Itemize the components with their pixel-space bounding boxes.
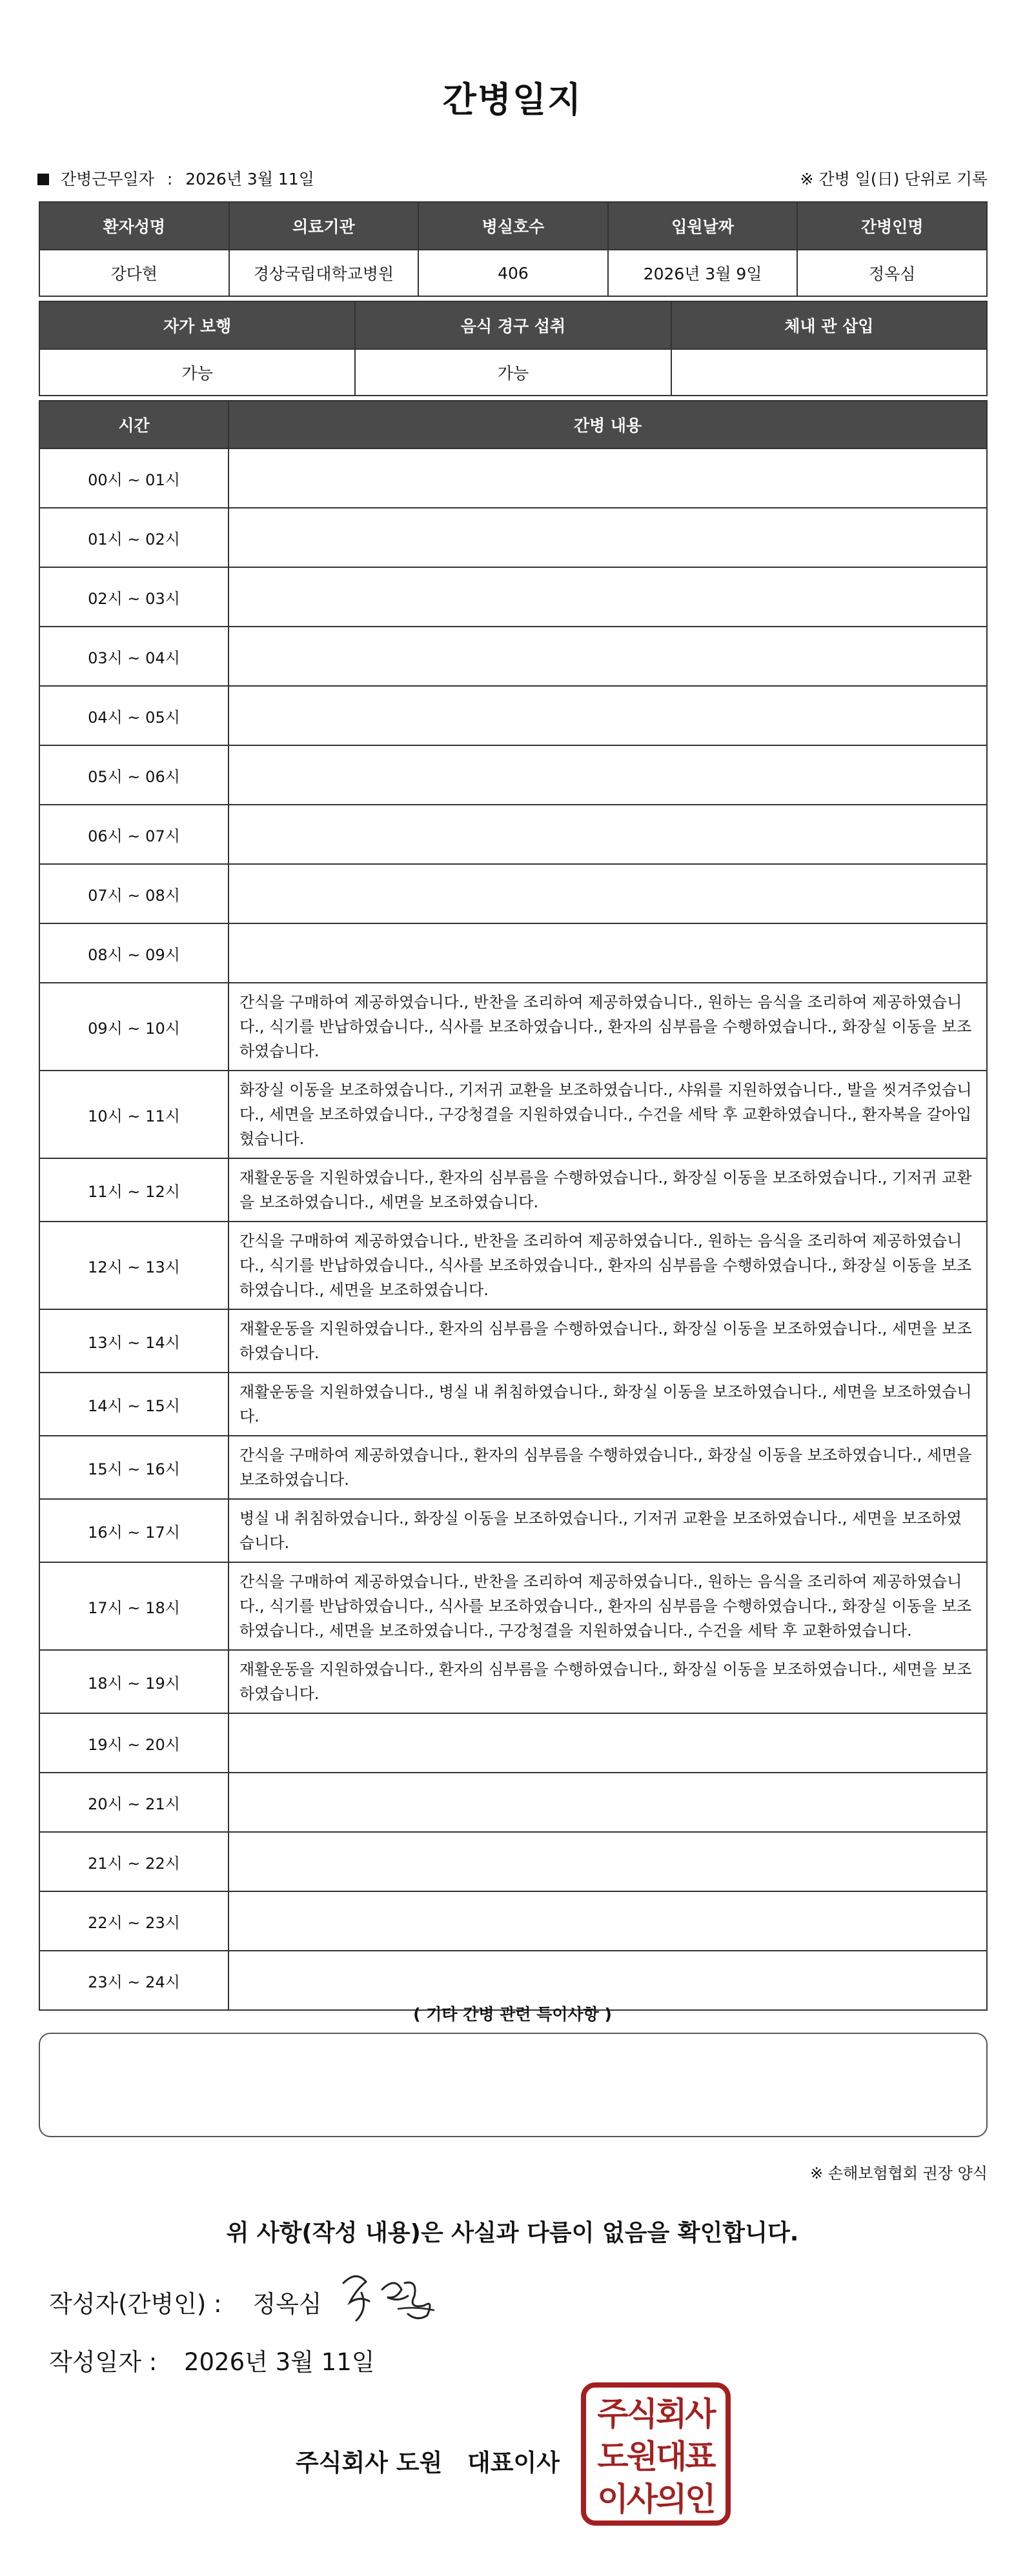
care-row-content: 재활운동을 지원하였습니다., 병실 내 취침하였습니다., 화장실 이동을 보조하였습니다., 세면을 보조하였습니다. [228, 1373, 987, 1436]
handwritten-signature [337, 2264, 447, 2328]
writer-label: 작성자(간병인) : [49, 2290, 222, 2318]
work-date-value: 2026년 3월 11일 [185, 170, 314, 188]
care-row [39, 1373, 987, 1436]
square-bullet-icon [37, 174, 49, 185]
caregiver-name: 정옥심 [797, 250, 987, 296]
care-row [39, 686, 987, 745]
form-note: ※ 손해보험협회 권장 양식 [810, 2164, 988, 2182]
notes-box [39, 2033, 988, 2137]
info-header-row [39, 202, 987, 250]
care-row [39, 1650, 987, 1713]
care-row-time: 04시 ~ 05시 [39, 686, 228, 745]
care-row-time: 09시 ~ 10시 [39, 983, 228, 1071]
care-row [39, 567, 987, 627]
care-row-content: 간식을 구매하여 제공하였습니다., 반찬을 조리하여 제공하였습니다., 원하는 음식을 조리하여 제공하였습니다., 식기를 반납하였습니다., 식사를 보조하였습니다., 환자의 심부름을 수행하였습니다., 화장실 이동을 보조하였습니다. [228, 983, 987, 1071]
info-value-row [39, 250, 987, 296]
info-header-patient: 환자성명 [39, 202, 229, 250]
company-seal-stamp [580, 2381, 732, 2527]
care-row-time: 00시 ~ 01시 [39, 448, 228, 508]
status-walking: 가능 [39, 349, 355, 396]
care-row-content [228, 864, 987, 923]
care-row-time: 20시 ~ 21시 [39, 1773, 228, 1832]
care-row-content [228, 567, 987, 627]
status-header-walking: 자가 보행 [39, 301, 355, 349]
svg-text:이사의인: 이사의인 [597, 2480, 715, 2518]
care-row-time: 06시 ~ 07시 [39, 805, 228, 864]
care-row [39, 864, 987, 923]
care-header-row [39, 401, 987, 448]
care-row [39, 805, 987, 864]
work-date-label: 간병근무일자 [60, 170, 154, 188]
care-row-time: 21시 ~ 22시 [39, 1832, 228, 1891]
svg-text:주식회사: 주식회사 [597, 2395, 715, 2433]
confirmation-statement: 위 사항(작성 내용)은 사실과 다름이 없음을 확인합니다. [226, 2220, 799, 2246]
care-row [39, 1436, 987, 1499]
care-row-time: 19시 ~ 20시 [39, 1713, 228, 1773]
unit-note: ※ 간병 일(日) 단위로 기록 [800, 170, 988, 188]
care-row [39, 627, 987, 686]
care-row-time: 12시 ~ 13시 [39, 1222, 228, 1309]
work-date-line [37, 166, 314, 190]
written-date-line [49, 2342, 375, 2377]
patient-status-table [39, 301, 988, 396]
status-header-tube: 체내 관 삽입 [671, 301, 987, 349]
care-row-content: 병실 내 취침하였습니다., 화장실 이동을 보조하였습니다., 기저귀 교환을 보조하였습니다., 세면을 보조하였습니다. [228, 1499, 987, 1562]
status-header-row [39, 301, 987, 349]
care-row-time: 16시 ~ 17시 [39, 1499, 228, 1562]
hospital-name: 경상국립대학교병원 [229, 250, 419, 296]
patient-name: 강다현 [39, 250, 229, 296]
care-row-time: 13시 ~ 14시 [39, 1309, 228, 1373]
care-row [39, 1222, 987, 1309]
care-row [39, 923, 987, 983]
care-row [39, 745, 987, 805]
care-row [39, 1158, 987, 1222]
care-row-content [228, 448, 987, 508]
care-row-content: 재활운동을 지원하였습니다., 환자의 심부름을 수행하였습니다., 화장실 이동을 보조하였습니다., 세면을 보조하였습니다. [228, 1650, 987, 1713]
care-row-time: 07시 ~ 08시 [39, 864, 228, 923]
care-header-time: 시간 [39, 401, 228, 448]
company-representative: 주식회사 도원 대표이사 [296, 2449, 560, 2477]
care-row-content: 간식을 구매하여 제공하였습니다., 반찬을 조리하여 제공하였습니다., 원하는 음식을 조리하여 제공하였습니다., 식기를 반납하였습니다., 식사를 보조하였습니다., 환자의 심부름을 수행하였습니다., 화장실 이동을 보조하였습니다., 세면을 보조하였습니다., 구강청결을 지원하였습니다., 수건을 세탁 후 교환하였습니다. [228, 1562, 987, 1650]
room-number: 406 [418, 250, 608, 296]
care-row-time: 23시 ~ 24시 [39, 1951, 228, 2010]
care-row [39, 448, 987, 508]
care-row [39, 508, 987, 567]
care-header-content: 간병 내용 [228, 401, 987, 448]
info-header-admission: 입원날짜 [608, 202, 798, 250]
care-row-time: 14시 ~ 15시 [39, 1373, 228, 1436]
patient-info-table [39, 201, 988, 297]
care-row [39, 1891, 987, 1951]
status-tube [671, 349, 987, 396]
care-row-time: 10시 ~ 11시 [39, 1071, 228, 1158]
page-title: 간병일지 [442, 79, 583, 120]
care-row [39, 1309, 987, 1373]
care-row [39, 983, 987, 1071]
care-row-time: 03시 ~ 04시 [39, 627, 228, 686]
status-oral-intake: 가능 [355, 349, 671, 396]
care-log-table [39, 400, 988, 2011]
care-row [39, 1562, 987, 1650]
care-row-content [228, 805, 987, 864]
care-row-time: 17시 ~ 18시 [39, 1562, 228, 1650]
writer-line [49, 2284, 322, 2319]
care-row-time: 18시 ~ 19시 [39, 1650, 228, 1713]
written-date-label: 작성일자 : [49, 2348, 157, 2376]
notes-title: ( 기타 간병 관련 특이사항 ) [413, 2005, 612, 2024]
care-log-body [39, 448, 987, 2010]
care-row-content [228, 508, 987, 567]
written-date-value: 2026년 3월 11일 [183, 2348, 375, 2376]
work-date-sep: : [167, 170, 173, 188]
care-row-content [228, 1713, 987, 1773]
care-row-time: 08시 ~ 09시 [39, 923, 228, 983]
status-value-row [39, 349, 987, 396]
care-row [39, 1713, 987, 1773]
svg-text:도원대표: 도원대표 [597, 2438, 715, 2475]
care-row-time: 15시 ~ 16시 [39, 1436, 228, 1499]
care-row [39, 1071, 987, 1158]
care-row-content [228, 923, 987, 983]
info-header-caregiver: 간병인명 [797, 202, 987, 250]
care-row [39, 1832, 987, 1891]
care-row-content: 재활운동을 지원하였습니다., 환자의 심부름을 수행하였습니다., 화장실 이동을 보조하였습니다., 기저귀 교환을 보조하였습니다., 세면을 보조하였습니다. [228, 1158, 987, 1222]
care-row [39, 1773, 987, 1832]
care-row-content: 화장실 이동을 보조하였습니다., 기저귀 교환을 보조하였습니다., 샤워를 지원하였습니다., 발을 씻겨주었습니다., 세면을 보조하였습니다., 구강청결을 지원하였습니다., 수건을 세탁 후 교환하였습니다., 환자복을 갈아입혔습니다. [228, 1071, 987, 1158]
care-row-time: 05시 ~ 06시 [39, 745, 228, 805]
care-row-content [228, 627, 987, 686]
care-row-content [228, 745, 987, 805]
care-row-time: 02시 ~ 03시 [39, 567, 228, 627]
care-row-content [228, 686, 987, 745]
care-row-content: 간식을 구매하여 제공하였습니다., 반찬을 조리하여 제공하였습니다., 원하는 음식을 조리하여 제공하였습니다., 식기를 반납하였습니다., 식사를 보조하였습니다., 환자의 심부름을 수행하였습니다., 화장실 이동을 보조하였습니다., 세면을 보조하였습니다. [228, 1222, 987, 1309]
care-row-time: 01시 ~ 02시 [39, 508, 228, 567]
care-row-content [228, 1891, 987, 1951]
info-header-hospital: 의료기관 [229, 202, 419, 250]
info-header-room: 병실호수 [418, 202, 608, 250]
care-row-content [228, 1832, 987, 1891]
care-row-time: 11시 ~ 12시 [39, 1158, 228, 1222]
care-row-content [228, 1773, 987, 1832]
care-row-time: 22시 ~ 23시 [39, 1891, 228, 1951]
status-header-oral-intake: 음식 경구 섭취 [355, 301, 671, 349]
care-row-content: 간식을 구매하여 제공하였습니다., 환자의 심부름을 수행하였습니다., 화장실 이동을 보조하였습니다., 세면을 보조하였습니다. [228, 1436, 987, 1499]
writer-name: 정옥심 [252, 2290, 322, 2318]
care-row [39, 1499, 987, 1562]
admission-date: 2026년 3월 9일 [608, 250, 798, 296]
care-row-content: 재활운동을 지원하였습니다., 환자의 심부름을 수행하였습니다., 화장실 이동을 보조하였습니다., 세면을 보조하였습니다. [228, 1309, 987, 1373]
